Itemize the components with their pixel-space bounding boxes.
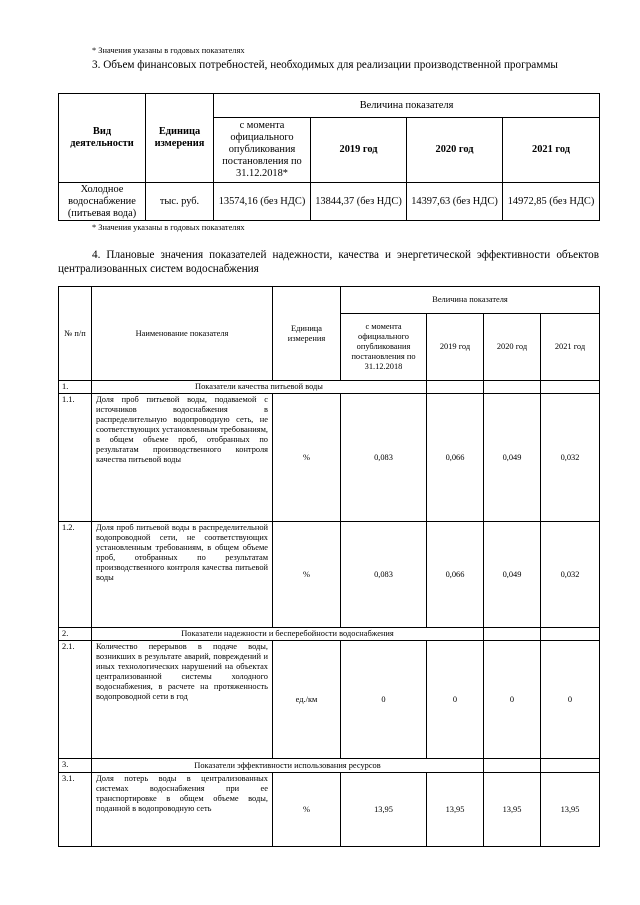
value-since: 0 [341,641,427,759]
footnote-annual-values-top: * Значения указаны в годовых показателях [92,46,245,55]
table-row [59,183,600,221]
value-2019: 0,066 [427,522,484,628]
cell-2019: 13844,37 (без НДС) [311,183,407,221]
section-title: Показатели надежности и бесперебойности водоснабжения [92,628,484,641]
value-2019: 0,066 [427,394,484,522]
indicator-unit: % [273,394,341,522]
section-row [59,628,600,641]
value-since: 0,083 [341,394,427,522]
section-title: Показатели эффективности использования ресурсов [92,759,484,773]
col-header-name: Наименование показателя [92,287,273,381]
col-header-2020: 2020 год [407,118,503,183]
value-2020: 13,95 [484,773,541,847]
value-2020: 0,049 [484,522,541,628]
indicator-unit: ед./км [273,641,341,759]
col-header-since-publication: с момента официального опубликования постановления по 31.12.2018 [341,314,427,381]
col-header-activity: Вид деятельности [59,94,146,183]
indicator-name: Доля потерь воды в централизованных системах водоснабжения при ее транспортировке в общем объеме воды, поданной в водопроводную сеть [92,773,273,847]
value-2020: 0,049 [484,394,541,522]
section-3-heading: 3. Объем финансовых потребностей, необходимых для реализации производственной программы [92,59,558,71]
indicator-unit: % [273,522,341,628]
value-2021: 13,95 [541,773,600,847]
col-header-2020: 2020 год [484,314,541,381]
cell-activity: Холодное водоснабжение (питьевая вода) [59,183,146,221]
value-2021: 0,032 [541,522,600,628]
value-since: 13,95 [341,773,427,847]
col-header-unit: Единица измерения [146,94,214,183]
section-row [59,381,600,394]
value-2020: 0 [484,641,541,759]
section-4-heading: 4. Плановые значения показателей надежности, качества и энергетической эффективности объектов централизованных систем водоснабжения [58,249,599,275]
indicator-name: Количество перерывов в подаче воды, возникших в результате аварий, повреждений и иных технологических нарушений на объектах централизованной системы холодного водоснабжения, в расчете на протяженность водопроводной сети в год [92,641,273,759]
indicator-unit: % [273,773,341,847]
col-header-2019: 2019 год [311,118,407,183]
cell-2020: 14397,63 (без НДС) [407,183,503,221]
col-header-num: № п/п [59,287,92,381]
col-header-unit: Единица измерения [273,287,341,381]
cell-2021: 14972,85 (без НДС) [503,183,600,221]
col-header-value-group: Величина показателя [341,287,600,314]
row-num: 3. [59,759,92,773]
cell-unit: тыс. руб. [146,183,214,221]
footnote-annual-values-mid: * Значения указаны в годовых показателях [92,223,245,232]
table-row [59,394,600,522]
section-row [59,759,600,773]
value-2021: 0 [541,641,600,759]
row-num: 3.1. [59,773,92,847]
row-num: 2.1. [59,641,92,759]
section-title: Показатели качества питьевой воды [92,381,427,394]
indicator-name: Доля проб питьевой воды в распределительной водопроводной сети, не соответствующих установленным требованиям, в общем объеме проб, отобранных по результатам производственного контроля качества питьевой воды [92,522,273,628]
row-num: 1.1. [59,394,92,522]
col-header-2021: 2021 год [541,314,600,381]
row-num: 1. [59,381,92,394]
row-num: 1.2. [59,522,92,628]
table-row [59,773,600,847]
value-since: 0,083 [341,522,427,628]
cell-since: 13574,16 (без НДС) [214,183,311,221]
indicator-name: Доля проб питьевой воды, подаваемой с источников водоснабжения в распределительную водопроводную сеть, не соответствующих установленным требованиям, в общем объеме проб, отобранных по результатам производственного контроля качества питьевой воды [92,394,273,522]
financial-needs-table [58,93,600,221]
indicators-table [58,286,600,847]
col-header-since-publication: с момента официального опубликования постановления по 31.12.2018* [214,118,311,183]
col-header-2019: 2019 год [427,314,484,381]
table-row [59,641,600,759]
row-num: 2. [59,628,92,641]
col-header-value-group: Величина показателя [214,94,600,118]
value-2019: 0 [427,641,484,759]
table-row [59,522,600,628]
value-2021: 0,032 [541,394,600,522]
col-header-2021: 2021 год [503,118,600,183]
value-2019: 13,95 [427,773,484,847]
